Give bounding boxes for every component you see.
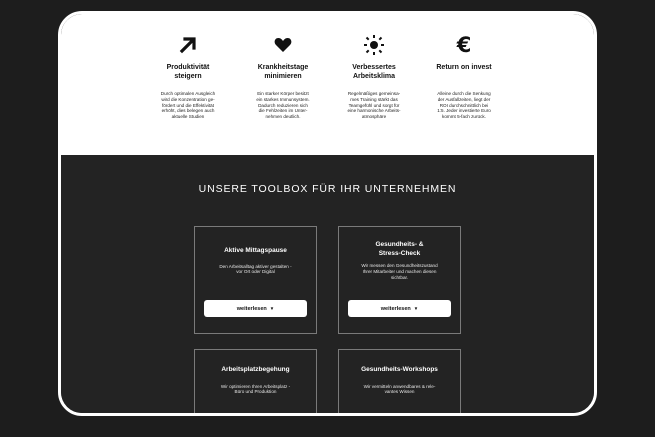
benefit-sick-days — [243, 32, 323, 120]
benefit-title: Verbessertes Arbeitsklima — [352, 64, 396, 80]
benefit-description: Alleine durch die Senkung der Ausfallzeiten, liegt der ROI durchschnittlich bei 1:5. Jeder investierte Euro kommt 5-fach zurück. — [437, 91, 491, 120]
arrow-up-right-icon — [148, 32, 228, 58]
card-title: Gesundheits-Workshops — [361, 366, 438, 373]
card-description: Den Arbeitsalltag aktiver gestalten - vor Ort oder Digital — [219, 263, 292, 275]
benefit-description: Durch optimalen Ausgleich wird die Konzentration ge- fördert und die Effektivität erhöht, dies belegen auch aktuelle Studien — [160, 91, 216, 120]
card-title: Gesundheits- & Stress-Check — [375, 241, 424, 257]
card-health-stress-check — [338, 226, 461, 334]
benefit-description: Ein starker Körper besitzt ein starkes Immunsystem. Dadurch reduzieren sich die Fehlzeiten im Unter- nehmen deutlich. — [256, 91, 310, 120]
toolbox-section — [61, 155, 594, 416]
benefit-roi — [424, 32, 504, 120]
benefit-title: Produktivität steigern — [166, 64, 210, 80]
card-title: Aktive Mittagspause — [224, 247, 287, 254]
toolbox-heading: UNSERE TOOLBOX FÜR IHR UNTERNEHMEN — [198, 183, 457, 195]
sun-icon — [334, 32, 414, 58]
benefit-work-climate — [334, 32, 414, 120]
read-more-button[interactable] — [348, 300, 451, 317]
benefit-title: Return on invest — [436, 64, 492, 71]
card-workplace-inspection — [194, 349, 317, 416]
card-title: Arbeitsplatzbegehung — [221, 366, 290, 373]
read-more-button[interactable] — [204, 300, 307, 317]
euro-icon: € — [456, 32, 472, 57]
button-label: weiterlesen — [236, 305, 267, 312]
card-health-workshops — [338, 349, 461, 416]
chevron-down-icon: ▼ — [269, 306, 275, 311]
benefit-title: Krankheitstage minimieren — [257, 64, 309, 80]
heart-icon — [243, 32, 323, 58]
card-description: Wir optimieren Ihren Arbeitsplatz - Büro und Produktion — [220, 383, 291, 395]
benefit-productivity — [148, 32, 228, 120]
device-frame — [58, 11, 597, 416]
card-description: Wir vermitteln anwendbares & rele- vantes Wissen — [363, 383, 436, 395]
benefits-section — [61, 14, 594, 155]
benefit-description: Regelmäßiges gemeinsa- mes Training stärkt das Teamgefühl und sorgt für eine harmonische Arbeits- atmosphäre — [347, 91, 401, 120]
chevron-down-icon: ▼ — [413, 306, 419, 311]
button-label: weiterlesen — [380, 305, 411, 312]
card-description: Wir messen den Gesundheitszustand Ihrer Mitarbeiter und machen diesen sichtbar. — [361, 263, 438, 280]
card-active-lunch-break — [194, 226, 317, 334]
